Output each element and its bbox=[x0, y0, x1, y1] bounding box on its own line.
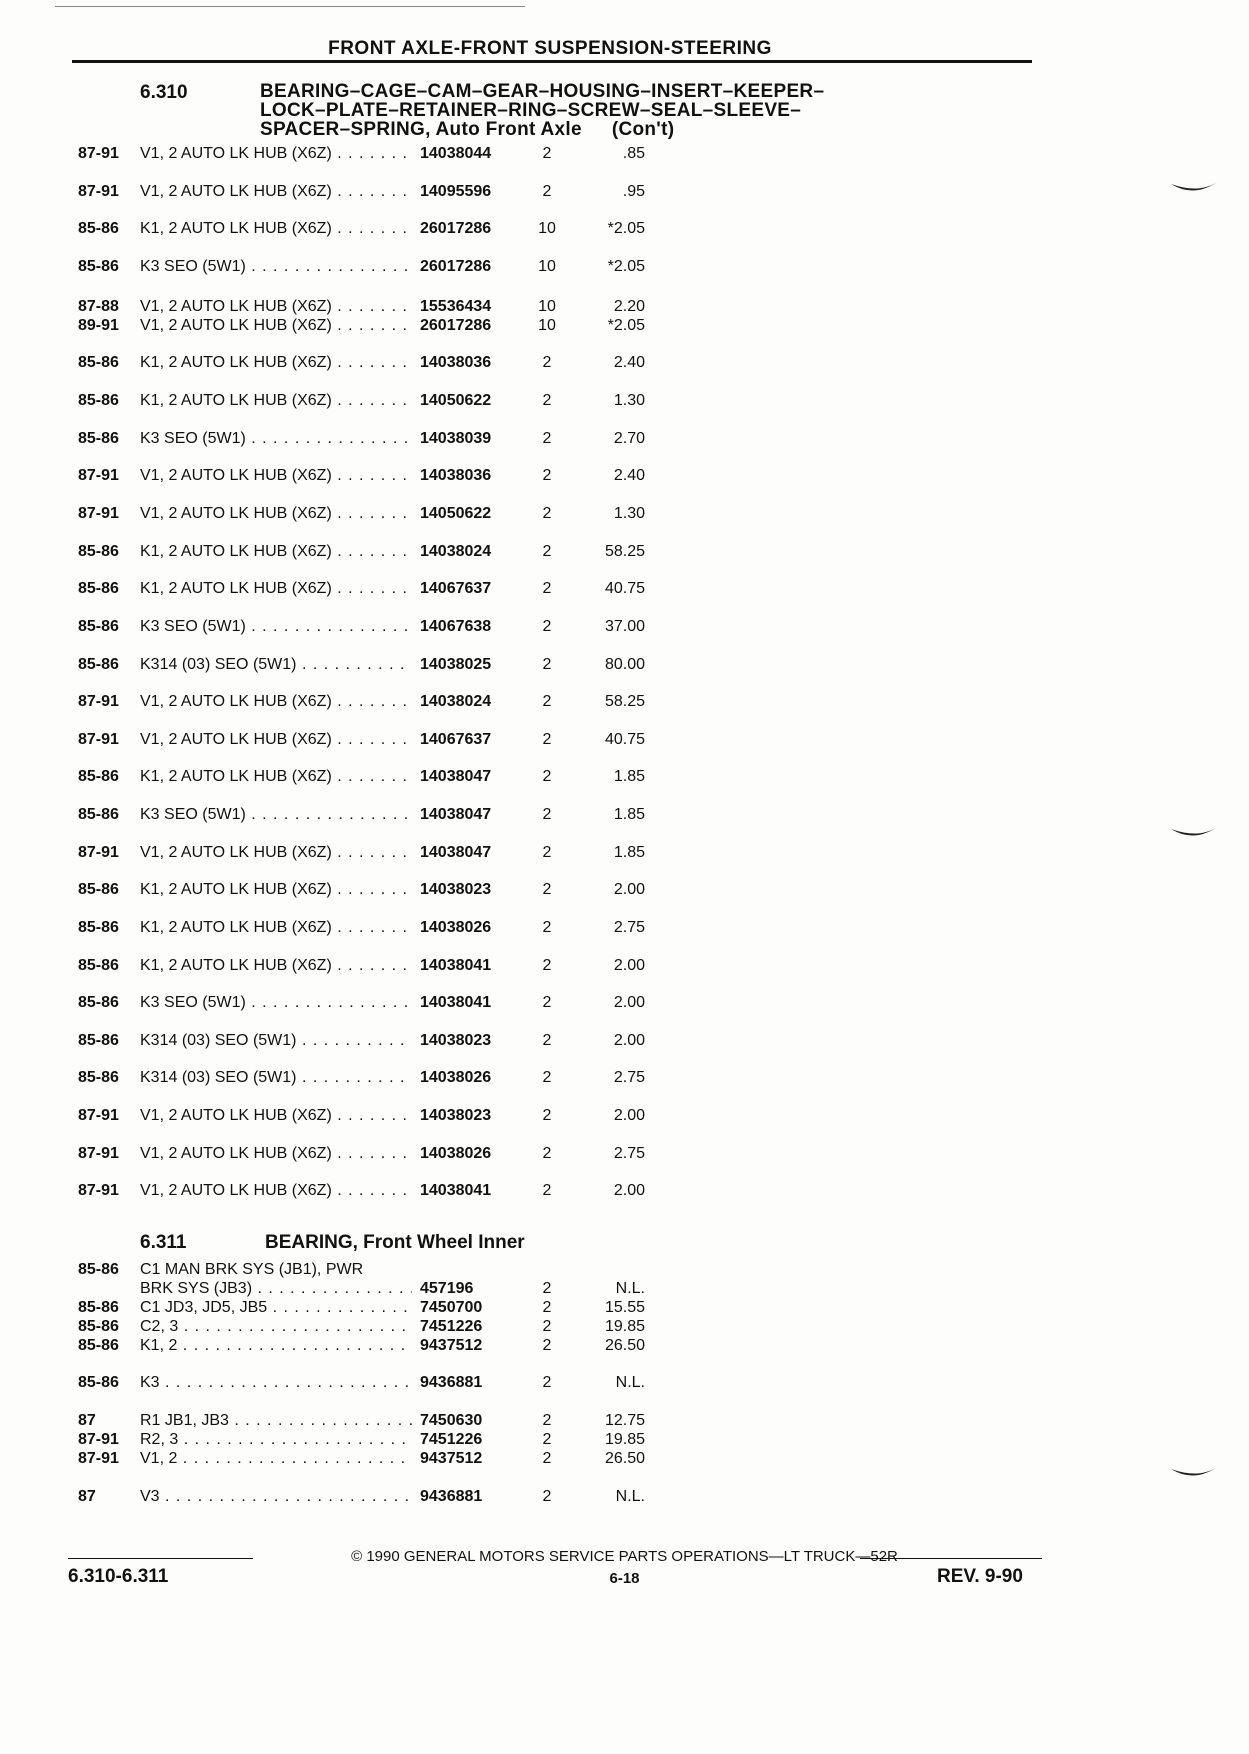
part-number: 14050622 bbox=[420, 392, 492, 409]
top-edge-rule bbox=[55, 6, 525, 7]
part-number: 26017286 bbox=[420, 317, 492, 334]
model-years: 85-86 bbox=[78, 1261, 119, 1278]
model-application: R1 JB1, JB3 . . . bbox=[140, 1411, 412, 1430]
model-years: 87-91 bbox=[78, 505, 119, 522]
continued-label: (Con't) bbox=[611, 119, 675, 140]
quantity: 2 bbox=[542, 467, 552, 484]
model-years: 85-86 bbox=[78, 220, 119, 237]
model-application: K1, 2 AUTO LK HUB (X6Z) . . . bbox=[140, 542, 412, 561]
model-application: K314 (03) SEO (5W1) . . . bbox=[140, 1068, 412, 1087]
part-number: 26017286 bbox=[420, 220, 492, 237]
quantity: 2 bbox=[542, 806, 552, 823]
part-number: 9437512 bbox=[420, 1337, 483, 1354]
quantity: 2 bbox=[542, 881, 552, 898]
model-years: 85-86 bbox=[78, 1374, 119, 1391]
quantity: 2 bbox=[542, 1318, 552, 1335]
quantity: 2 bbox=[542, 1374, 552, 1391]
price: .85 bbox=[622, 145, 645, 162]
binder-hole-mark-1 bbox=[1169, 180, 1219, 198]
price: 19.85 bbox=[604, 1431, 645, 1448]
part-number: 14038044 bbox=[420, 145, 492, 162]
quantity: 2 bbox=[542, 994, 552, 1011]
section-title-6311: BEARING, Front Wheel Inner bbox=[265, 1232, 525, 1253]
model-application: V1, 2 AUTO LK HUB (X6Z) . . . bbox=[140, 504, 412, 523]
model-application: V1, 2 AUTO LK HUB (X6Z) . . . bbox=[140, 1181, 412, 1200]
part-number: 14038024 bbox=[420, 693, 492, 710]
model-years: 87 bbox=[78, 1412, 96, 1429]
model-years: 87-91 bbox=[78, 1145, 119, 1162]
quantity: 2 bbox=[542, 656, 552, 673]
quantity: 2 bbox=[542, 1280, 552, 1297]
model-application: V1, 2 AUTO LK HUB (X6Z) . . . bbox=[140, 843, 412, 862]
price: 2.40 bbox=[613, 467, 645, 484]
model-application: K1, 2 AUTO LK HUB (X6Z) . . . bbox=[140, 579, 412, 598]
quantity: 2 bbox=[542, 1488, 552, 1505]
quantity: 10 bbox=[538, 220, 556, 237]
part-number: 14038025 bbox=[420, 656, 492, 673]
part-number: 15536434 bbox=[420, 298, 492, 315]
model-years: 87-91 bbox=[78, 731, 119, 748]
part-number: 14067637 bbox=[420, 731, 492, 748]
model-years: 87-91 bbox=[78, 844, 119, 861]
part-number: 14038041 bbox=[420, 994, 492, 1011]
part-number: 7450700 bbox=[420, 1299, 483, 1316]
price: 2.00 bbox=[613, 1107, 645, 1124]
price: 1.85 bbox=[613, 844, 645, 861]
price: .95 bbox=[622, 183, 645, 200]
price: 40.75 bbox=[604, 731, 645, 748]
part-number: 14067638 bbox=[420, 618, 492, 635]
quantity: 2 bbox=[542, 731, 552, 748]
part-number: 9436881 bbox=[420, 1488, 483, 1505]
quantity: 2 bbox=[542, 1450, 552, 1467]
section-number-6311: 6.311 bbox=[140, 1232, 187, 1253]
part-number: 14038023 bbox=[420, 881, 492, 898]
model-application: K1, 2 AUTO LK HUB (X6Z) . . . bbox=[140, 353, 412, 372]
quantity: 2 bbox=[542, 768, 552, 785]
part-number: 14038026 bbox=[420, 1069, 492, 1086]
part-number: 26017286 bbox=[420, 258, 492, 275]
model-application: K1, 2 AUTO LK HUB (X6Z) . . . bbox=[140, 391, 412, 410]
part-number: 14038041 bbox=[420, 1182, 492, 1199]
model-application: V1, 2 AUTO LK HUB (X6Z) . . . bbox=[140, 730, 412, 749]
quantity: 2 bbox=[542, 1299, 552, 1316]
quantity: 2 bbox=[542, 430, 552, 447]
section-title-line-2: LOCK–PLATE–RETAINER–RING–SCREW–SEAL–SLEEVE– bbox=[260, 100, 802, 121]
price: 2.00 bbox=[613, 994, 645, 1011]
footer-revision: REV. 9-90 bbox=[937, 1566, 1023, 1587]
quantity: 2 bbox=[542, 1337, 552, 1354]
quantity: 10 bbox=[538, 298, 556, 315]
price: *2.05 bbox=[607, 220, 645, 237]
model-years: 85-86 bbox=[78, 957, 119, 974]
price: 12.75 bbox=[604, 1412, 645, 1429]
model-years: 85-86 bbox=[78, 1337, 119, 1354]
quantity: 2 bbox=[542, 844, 552, 861]
quantity: 2 bbox=[542, 957, 552, 974]
part-number: 14038023 bbox=[420, 1107, 492, 1124]
model-application: K1, 2 AUTO LK HUB (X6Z) . . . bbox=[140, 767, 412, 786]
model-application: K1, 2 AUTO LK HUB (X6Z) . . . bbox=[140, 880, 412, 899]
price: N.L. bbox=[615, 1488, 645, 1505]
model-years: 87-91 bbox=[78, 183, 119, 200]
model-application: V1, 2 AUTO LK HUB (X6Z) . . . bbox=[140, 1106, 412, 1125]
model-years: 85-86 bbox=[78, 919, 119, 936]
price: *2.05 bbox=[607, 258, 645, 275]
quantity: 2 bbox=[542, 580, 552, 597]
quantity: 2 bbox=[542, 392, 552, 409]
model-years: 87-91 bbox=[78, 467, 119, 484]
quantity: 2 bbox=[542, 1069, 552, 1086]
price: 58.25 bbox=[604, 543, 645, 560]
price: 37.00 bbox=[604, 618, 645, 635]
model-application: V1, 2 AUTO LK HUB (X6Z) . . . bbox=[140, 297, 412, 316]
model-years: 85-86 bbox=[78, 1299, 119, 1316]
model-years: 85-86 bbox=[78, 1069, 119, 1086]
model-years: 87-91 bbox=[78, 1107, 119, 1124]
quantity: 2 bbox=[542, 693, 552, 710]
model-years: 87-88 bbox=[78, 298, 119, 315]
price: 2.00 bbox=[613, 1032, 645, 1049]
quantity: 2 bbox=[542, 145, 552, 162]
quantity: 2 bbox=[542, 618, 552, 635]
part-number: 14038026 bbox=[420, 1145, 492, 1162]
model-application: K3 SEO (5W1) . . . bbox=[140, 993, 412, 1012]
price: 15.55 bbox=[604, 1299, 645, 1316]
quantity: 2 bbox=[542, 543, 552, 560]
model-application: K3 SEO (5W1) . . . bbox=[140, 617, 412, 636]
price: 2.70 bbox=[613, 430, 645, 447]
model-application: V1, 2 AUTO LK HUB (X6Z) . . . bbox=[140, 316, 412, 335]
model-application: C2, 3 . . . bbox=[140, 1317, 412, 1336]
page-header: FRONT AXLE-FRONT SUSPENSION-STEERING bbox=[328, 38, 772, 59]
model-years: 87-91 bbox=[78, 1431, 119, 1448]
quantity: 2 bbox=[542, 1145, 552, 1162]
quantity: 10 bbox=[538, 317, 556, 334]
price: N.L. bbox=[615, 1374, 645, 1391]
part-number: 9436881 bbox=[420, 1374, 483, 1391]
model-application: K1, 2 AUTO LK HUB (X6Z) . . . bbox=[140, 918, 412, 937]
model-application: V1, 2 AUTO LK HUB (X6Z) . . . bbox=[140, 1144, 412, 1163]
model-years: 85-86 bbox=[78, 392, 119, 409]
price: 2.20 bbox=[613, 298, 645, 315]
model-years: 85-86 bbox=[78, 656, 119, 673]
price: 80.00 bbox=[604, 656, 645, 673]
price: 2.75 bbox=[613, 919, 645, 936]
price: 2.00 bbox=[613, 957, 645, 974]
footer-section-range: 6.310-6.311 bbox=[68, 1566, 169, 1587]
model-application: V1, 2 AUTO LK HUB (X6Z) . . . bbox=[140, 466, 412, 485]
model-application: V3 . . . bbox=[140, 1487, 412, 1506]
model-years: 85-86 bbox=[78, 1032, 119, 1049]
model-years: 85-86 bbox=[78, 881, 119, 898]
model-application: K3 SEO (5W1) . . . bbox=[140, 429, 412, 448]
part-number: 9437512 bbox=[420, 1450, 483, 1467]
price: 40.75 bbox=[604, 580, 645, 597]
model-application: V1, 2 . . . bbox=[140, 1449, 412, 1468]
model-years: 87-91 bbox=[78, 693, 119, 710]
model-application: K3 SEO (5W1) . . . bbox=[140, 257, 412, 276]
quantity: 10 bbox=[538, 258, 556, 275]
quantity: 2 bbox=[542, 919, 552, 936]
model-years: 85-86 bbox=[78, 994, 119, 1011]
price: *2.05 bbox=[607, 317, 645, 334]
model-application: V1, 2 AUTO LK HUB (X6Z) . . . bbox=[140, 144, 412, 163]
price: 2.75 bbox=[613, 1145, 645, 1162]
quantity: 2 bbox=[542, 1032, 552, 1049]
model-application: V1, 2 AUTO LK HUB (X6Z) . . . bbox=[140, 692, 412, 711]
part-number: 14095596 bbox=[420, 183, 492, 200]
part-number: 14050622 bbox=[420, 505, 492, 522]
price: 2.00 bbox=[613, 1182, 645, 1199]
quantity: 2 bbox=[542, 1107, 552, 1124]
quantity: 2 bbox=[542, 183, 552, 200]
binder-hole-mark-3 bbox=[1169, 1465, 1219, 1483]
model-years: 85-86 bbox=[78, 1318, 119, 1335]
model-years: 85-86 bbox=[78, 618, 119, 635]
part-number: 14067637 bbox=[420, 580, 492, 597]
price: 26.50 bbox=[604, 1450, 645, 1467]
price: 1.85 bbox=[613, 806, 645, 823]
model-application: K1, 2 . . . bbox=[140, 1336, 412, 1355]
model-application: BRK SYS (JB3) . . . bbox=[140, 1279, 412, 1298]
part-number: 14038047 bbox=[420, 768, 492, 785]
quantity: 2 bbox=[542, 1182, 552, 1199]
price: 1.30 bbox=[613, 392, 645, 409]
quantity: 2 bbox=[542, 354, 552, 371]
model-years: 85-86 bbox=[78, 768, 119, 785]
model-years: 85-86 bbox=[78, 543, 119, 560]
model-application: K314 (03) SEO (5W1) . . . bbox=[140, 1031, 412, 1050]
part-number: 14038041 bbox=[420, 957, 492, 974]
model-years: 87 bbox=[78, 1488, 96, 1505]
price: 19.85 bbox=[604, 1318, 645, 1335]
part-number: 14038036 bbox=[420, 354, 492, 371]
model-years: 85-86 bbox=[78, 430, 119, 447]
quantity: 2 bbox=[542, 1412, 552, 1429]
model-years: 87-91 bbox=[78, 1450, 119, 1467]
model-application: R2, 3 . . . bbox=[140, 1430, 412, 1449]
model-years: 87-91 bbox=[78, 1182, 119, 1199]
model-application: K314 (03) SEO (5W1) . . . bbox=[140, 655, 412, 674]
model-application: C1 MAN BRK SYS (JB1), PWR bbox=[140, 1261, 364, 1278]
model-years: 85-86 bbox=[78, 806, 119, 823]
part-number: 14038024 bbox=[420, 543, 492, 560]
price: 1.85 bbox=[613, 768, 645, 785]
part-number: 14038036 bbox=[420, 467, 492, 484]
part-number: 7450630 bbox=[420, 1412, 483, 1429]
price: 26.50 bbox=[604, 1337, 645, 1354]
model-years: 85-86 bbox=[78, 354, 119, 371]
section-number-6310: 6.310 bbox=[140, 82, 188, 103]
price: 2.75 bbox=[613, 1069, 645, 1086]
quantity: 2 bbox=[542, 505, 552, 522]
header-rule bbox=[72, 60, 1032, 63]
binder-hole-mark-2 bbox=[1169, 825, 1219, 843]
footer-page-number: 6-18 bbox=[609, 1570, 640, 1587]
part-number: 14038026 bbox=[420, 919, 492, 936]
part-number: 14038023 bbox=[420, 1032, 492, 1049]
part-number: 7451226 bbox=[420, 1431, 483, 1448]
price: 2.00 bbox=[613, 881, 645, 898]
part-number: 14038047 bbox=[420, 844, 492, 861]
price: N.L. bbox=[615, 1280, 645, 1297]
model-application: K1, 2 AUTO LK HUB (X6Z) . . . bbox=[140, 956, 412, 975]
price: 2.40 bbox=[613, 354, 645, 371]
model-application: K3 SEO (5W1) . . . bbox=[140, 805, 412, 824]
price: 58.25 bbox=[604, 693, 645, 710]
section-title-line-1: BEARING–CAGE–CAM–GEAR–HOUSING–INSERT–KEEPER– bbox=[260, 81, 825, 102]
model-application: K3 . . . bbox=[140, 1373, 412, 1392]
section-title-line-3: SPACER–SPRING, Auto Front Axle (Con't) bbox=[260, 119, 675, 140]
model-years: 89-91 bbox=[78, 317, 119, 334]
model-application: K1, 2 AUTO LK HUB (X6Z) . . . bbox=[140, 219, 412, 238]
part-number: 14038039 bbox=[420, 430, 492, 447]
section-title-6310 bbox=[260, 82, 824, 139]
model-years: 87-91 bbox=[78, 145, 119, 162]
part-number: 14038047 bbox=[420, 806, 492, 823]
part-number: 7451226 bbox=[420, 1318, 483, 1335]
model-years: 85-86 bbox=[78, 580, 119, 597]
price: 1.30 bbox=[613, 505, 645, 522]
model-application: C1 JD3, JD5, JB5 . . . bbox=[140, 1298, 412, 1317]
model-application: V1, 2 AUTO LK HUB (X6Z) . . . bbox=[140, 182, 412, 201]
model-years: 85-86 bbox=[78, 258, 119, 275]
footer-copyright: © 1990 GENERAL MOTORS SERVICE PARTS OPERATIONS—LT TRUCK—52R bbox=[351, 1548, 898, 1565]
quantity: 2 bbox=[542, 1431, 552, 1448]
part-number: 457196 bbox=[420, 1280, 474, 1297]
